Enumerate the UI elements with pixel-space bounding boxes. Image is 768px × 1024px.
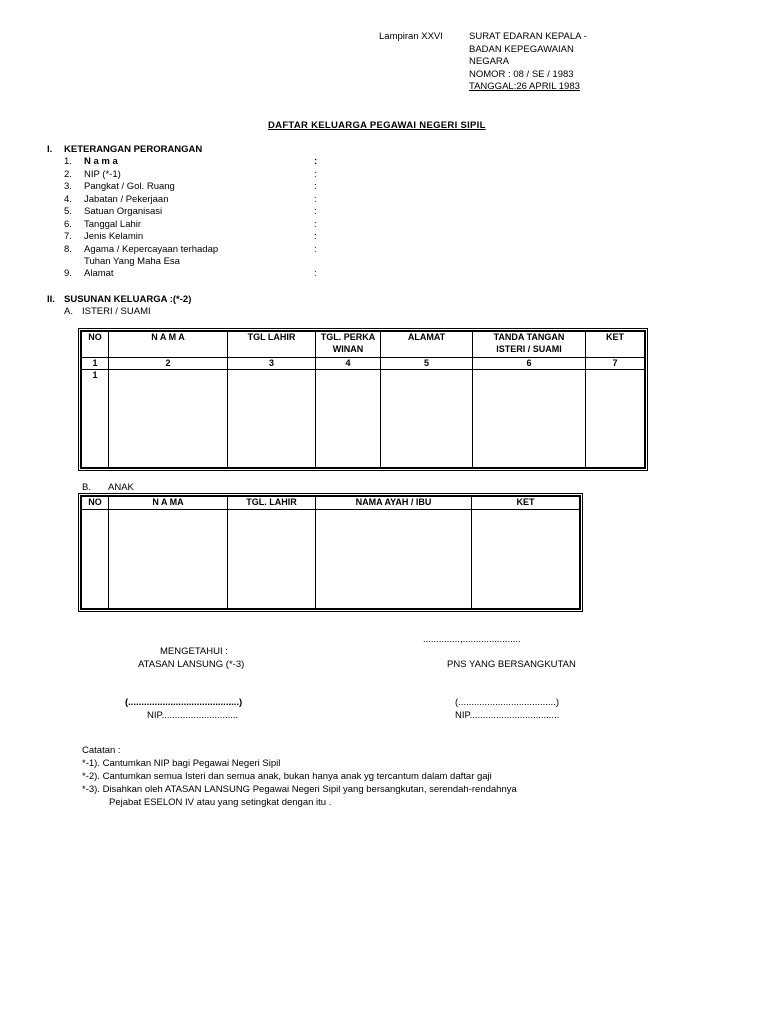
date-place-line[interactable]: ..............,...................... (423, 634, 521, 645)
table-b-cell-tgl-lahir[interactable] (228, 509, 316, 609)
note-continuation: Pejabat ESELON IV atau yang setingkat dengan itu . (109, 797, 332, 808)
surat-line: NOMOR : 08 / SE / 1983 (469, 68, 574, 80)
table-b-header-row (81, 496, 580, 509)
surat-line: NEGARA (469, 56, 510, 67)
table-a-cell-tgl-perkawinan[interactable] (316, 370, 381, 469)
table-b-cell-nama-ayah-ibu[interactable] (316, 509, 472, 609)
pns-signature-name[interactable]: (.....................................) (455, 697, 559, 708)
col-number: 5 (381, 357, 473, 370)
table-anak (80, 495, 581, 610)
pns-label: PNS YANG BERSANGKUTAN (447, 659, 576, 670)
header-line: TANDA TANGAN (493, 332, 565, 342)
table-a-entry-row (81, 370, 645, 469)
personal-info-row (64, 256, 180, 269)
table-a-header-tanda-tangan (473, 331, 586, 357)
personal-info-row (64, 206, 317, 219)
table-a-header-tgl-lahir: TGL LAHIR (228, 331, 316, 357)
section2-heading: SUSUNAN KELUARGA :(*-2) (64, 294, 192, 305)
table-a-cell-tgl-lahir[interactable] (228, 370, 316, 469)
header-line: TGL. PERKA (320, 332, 376, 342)
mengetahui-label: MENGETAHUI : (160, 646, 228, 657)
sub-b-label: B. (82, 482, 91, 493)
item-number: 7. (64, 231, 72, 242)
item-colon[interactable]: : (314, 206, 317, 217)
surat-line: BADAN KEPEGAWAIAN (469, 43, 574, 55)
item-colon[interactable]: : (314, 194, 317, 205)
item-colon[interactable]: : (314, 156, 318, 167)
item-number: 5. (64, 206, 72, 217)
atasan-nip[interactable]: NIP............................. (147, 710, 239, 721)
table-b-header-tgl-lahir: TGL. LAHIR (228, 496, 316, 509)
table-b-header-ket: KET (472, 496, 581, 509)
item-label: Jenis Kelamin (84, 231, 144, 242)
table-b-cell-ket[interactable] (472, 509, 581, 609)
personal-info-row (64, 169, 317, 182)
item-number: 1. (64, 156, 72, 167)
table-b-cell-no[interactable] (81, 509, 109, 609)
item-label: Alamat (84, 268, 114, 279)
item-label: Tuhan Yang Maha Esa (84, 256, 180, 267)
item-colon[interactable]: : (314, 231, 317, 242)
col-number: 2 (109, 357, 228, 370)
col-number: 1 (81, 357, 109, 370)
table-b-cell-nama[interactable] (109, 509, 228, 609)
section1-heading: KETERANGAN PERORANGAN (64, 144, 203, 155)
personal-info-row (64, 244, 317, 257)
item-colon[interactable]: : (314, 268, 317, 279)
table-a-cell-nama[interactable] (109, 370, 228, 469)
table-a-header-no: NO (81, 331, 109, 357)
item-colon[interactable]: : (314, 219, 317, 230)
sub-a-label: A. (64, 306, 73, 317)
item-number: 9. (64, 268, 72, 279)
table-b-header-no: NO (81, 496, 109, 509)
item-label: Tanggal Lahir (84, 219, 142, 230)
table-a-cell-no[interactable]: 1 (81, 370, 109, 469)
table-b-header-nama-ayah-ibu: NAMA AYAH / IBU (316, 496, 472, 509)
table-b-entry-row (81, 509, 580, 609)
table-isteri-suami (80, 330, 646, 469)
item-label: N a m a (84, 156, 118, 167)
note-item: *-1). Cantumkan NIP bagi Pegawai Negeri Sipil (82, 758, 281, 769)
note-item: *-2). Cantumkan semua Isteri dan semua anak, bukan hanya anak yg tercantum dalam daftar gaji (82, 771, 492, 782)
atasan-signature-name[interactable]: (..........................................) (125, 697, 243, 708)
table-a-cell-tanda-tangan[interactable] (473, 370, 586, 469)
table-a-header-nama: N A M A (109, 331, 228, 357)
personal-info-row (64, 194, 317, 207)
item-number: 8. (64, 244, 72, 255)
surat-edaran-block (469, 31, 587, 94)
col-number: 6 (473, 357, 586, 370)
sub-a-text: ISTERI / SUAMI (82, 306, 151, 317)
table-a-header-tgl-perkawinan (316, 331, 381, 357)
table-a-header-row (81, 331, 645, 357)
table-a-cell-ket[interactable] (586, 370, 646, 469)
col-number: 4 (316, 357, 381, 370)
table-a-cell-alamat[interactable] (381, 370, 473, 469)
item-label: Jabatan / Pekerjaan (84, 194, 169, 205)
col-number: 3 (228, 357, 316, 370)
section1-label: I. (47, 144, 53, 155)
table-a-header-alamat: ALAMAT (381, 331, 473, 357)
table-a-number-row (81, 357, 645, 370)
section2-label: II. (47, 294, 55, 305)
item-number: 4. (64, 194, 72, 205)
table-b-header-nama: N A MA (109, 496, 228, 509)
personal-info-row (64, 268, 317, 281)
surat-line: SURAT EDARAN KEPALA - (469, 31, 587, 42)
pns-nip[interactable]: NIP.................................. (455, 710, 560, 721)
item-colon[interactable]: : (314, 244, 317, 255)
header-line: ISTERI / SUAMI (496, 343, 562, 354)
sub-b-text: ANAK (108, 482, 134, 493)
notes-heading: Catatan : (82, 745, 121, 756)
item-label: Satuan Organisasi (84, 206, 163, 217)
atasan-langsung-label: ATASAN LANSUNG (*-3) (138, 659, 245, 670)
item-label: NIP (*-1) (84, 169, 121, 180)
item-colon[interactable]: : (314, 181, 317, 192)
surat-tanggal: TANGGAL:26 APRIL 1983 (469, 81, 580, 92)
col-number: 7 (586, 357, 646, 370)
note-item: *-3). Disahkan oleh ATASAN LANSUNG Pegawai Negeri Sipil yang bersangkutan, serendah-rendahnya (82, 784, 517, 795)
personal-info-row (64, 156, 318, 169)
item-number: 2. (64, 169, 72, 180)
header-line: WINAN (332, 343, 364, 354)
personal-info-row (64, 219, 317, 232)
item-label: Agama / Kepercayaan terhadap (84, 244, 219, 255)
item-number: 3. (64, 181, 72, 192)
lampiran-label: Lampiran XXVI (379, 31, 443, 42)
item-number: 6. (64, 219, 72, 230)
table-a-header-ket: KET (586, 331, 646, 357)
personal-info-row (64, 231, 317, 244)
item-colon[interactable]: : (314, 169, 317, 180)
item-label: Pangkat / Gol. Ruang (84, 181, 175, 192)
personal-info-row (64, 181, 317, 194)
document-title: DAFTAR KELUARGA PEGAWAI NEGERI SIPIL (268, 120, 486, 131)
